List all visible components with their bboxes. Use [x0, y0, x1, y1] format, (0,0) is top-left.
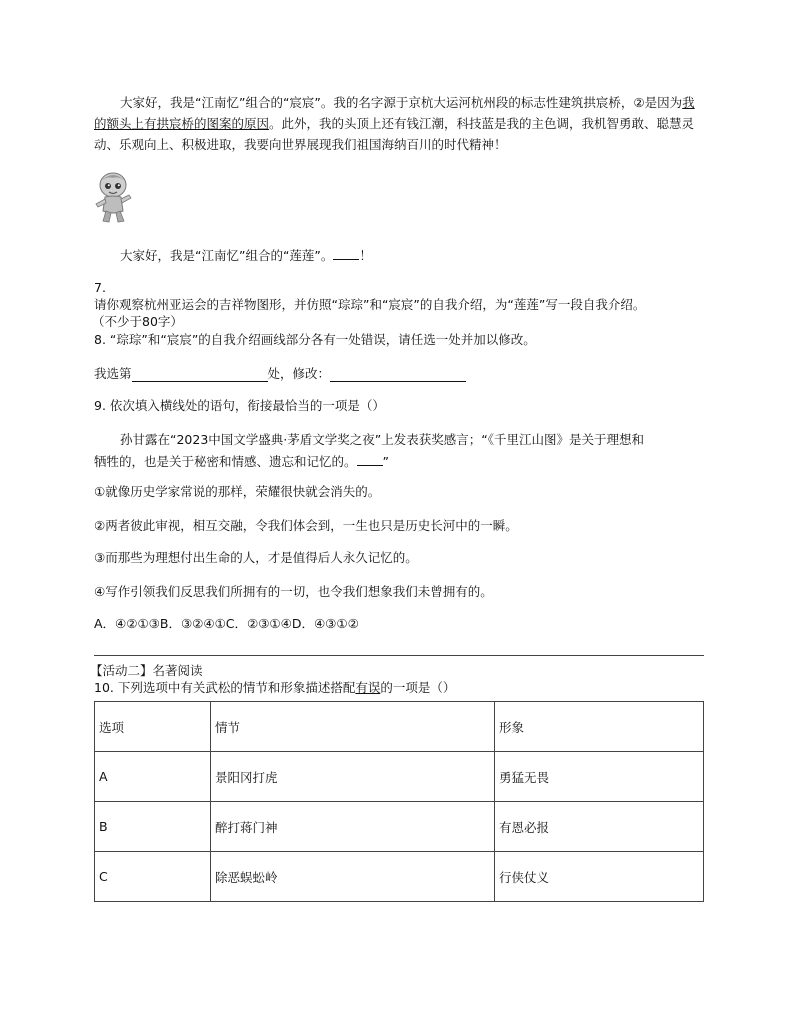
q7-text: 请你观察杭州亚运会的吉祥物图形，并仿照“琮琮”和“宸宸”的自我介绍，为“莲莲”写一段自我介绍。	[94, 297, 646, 312]
table-row[interactable]	[95, 852, 704, 902]
q8-answer-mid: 处，修改：	[267, 366, 331, 381]
intro-lianlian-blank[interactable]	[333, 247, 359, 260]
q8-fix-blank[interactable]	[330, 368, 466, 382]
intro-lianlian-text: 大家好，我是“江南忆”组合的“莲莲”。	[120, 248, 334, 263]
intro-chenchen-text-end: 。此外，我的头顶上还有钱江潮，科技蓝是我的主色调，我机智勇敢、聪慧灵动、乐观向上、积极进取，我要向世界展现我们祖国海纳百川的时代精神！	[94, 116, 695, 152]
table-header-cell: 情节	[211, 702, 495, 752]
q7-number: 7.	[94, 280, 106, 295]
table-header-cell: 形象	[495, 702, 704, 752]
table-cell: 醉打蒋门神	[211, 802, 495, 852]
intro-chenchen-underlined: 我的额头上有拱宸桥的图案的原因	[94, 95, 695, 131]
table-cell: 行侠仗义	[495, 852, 704, 902]
q9-passage-line1: 孙甘露在“2023中国文学盛典·茅盾文学奖之夜”上发表获奖感言；“《千里江山图》是关于理想和	[120, 432, 644, 447]
q10-text	[94, 680, 455, 696]
q9-option-3: ③而那些为理想付出生命的人，才是值得后人永久记忆的。	[94, 550, 418, 565]
table-cell: 景阳冈打虎	[211, 752, 495, 802]
q9-text: 9. 依次填入横线处的语句，衔接最恰当的一项是（）	[94, 398, 385, 413]
table-header-cell: 选项	[95, 702, 211, 752]
q9-passage-text: 牺牲的，也是关于秘密和情感、遗忘和记忆的。	[94, 454, 357, 469]
q7-note: （不少于80字）	[92, 314, 183, 329]
intro-lianlian-end: ！	[359, 248, 372, 263]
q8-choice-blank[interactable]	[132, 368, 268, 382]
q10-underlined: 有误	[355, 680, 381, 695]
q9-option-1: ①就像历史学家常说的那样，荣耀很快就会消失的。	[94, 484, 381, 499]
table-cell: A	[95, 752, 211, 802]
q8-answer-prefix: 我选第	[94, 366, 132, 381]
table-row[interactable]	[95, 752, 704, 802]
q8-answer-line	[94, 366, 466, 382]
activity2-heading: 【活动二】名著阅读	[90, 663, 203, 678]
table-cell: B	[95, 802, 211, 852]
table-cell: 除恶蜈蚣岭	[211, 852, 495, 902]
q9-passage-end: ”	[382, 454, 389, 469]
intro-chenchen-paragraph	[94, 92, 704, 155]
table-row[interactable]	[95, 802, 704, 852]
q8-text: 8. “琮琮”和“宸宸”的自我介绍画线部分各有一处错误，请任选一处并加以修改。	[94, 332, 536, 347]
section-divider	[94, 655, 704, 656]
mascot-lianlian-icon	[92, 171, 134, 225]
table-cell: C	[95, 852, 211, 902]
q10-table	[94, 701, 704, 902]
q9-choices[interactable]: A．④②①③B．③②④①C．②③①④D．④③①②	[94, 616, 359, 631]
table-header-row	[95, 702, 704, 752]
table-cell: 勇猛无畏	[495, 752, 704, 802]
q9-passage-line2	[94, 453, 389, 470]
q9-option-4: ④写作引领我们反思我们所拥有的一切，也令我们想象我们未曾拥有的。	[94, 584, 493, 599]
q10-suffix: 的一项是（）	[380, 680, 456, 695]
q9-option-2: ②两者彼此审视，相互交融，令我们体会到，一生也只是历史长河中的一瞬。	[94, 518, 518, 533]
q9-passage-blank[interactable]	[357, 453, 383, 466]
q10-prefix: 10. 下列选项中有关武松的情节和形象描述搭配	[94, 680, 356, 695]
table-cell: 有恩必报	[495, 802, 704, 852]
intro-lianlian-line	[120, 247, 372, 264]
intro-chenchen-text: 大家好，我是“江南忆”组合的“宸宸”。我的名字源于京杭大运河杭州段的标志性建筑拱宸桥，②是因为	[120, 95, 683, 110]
